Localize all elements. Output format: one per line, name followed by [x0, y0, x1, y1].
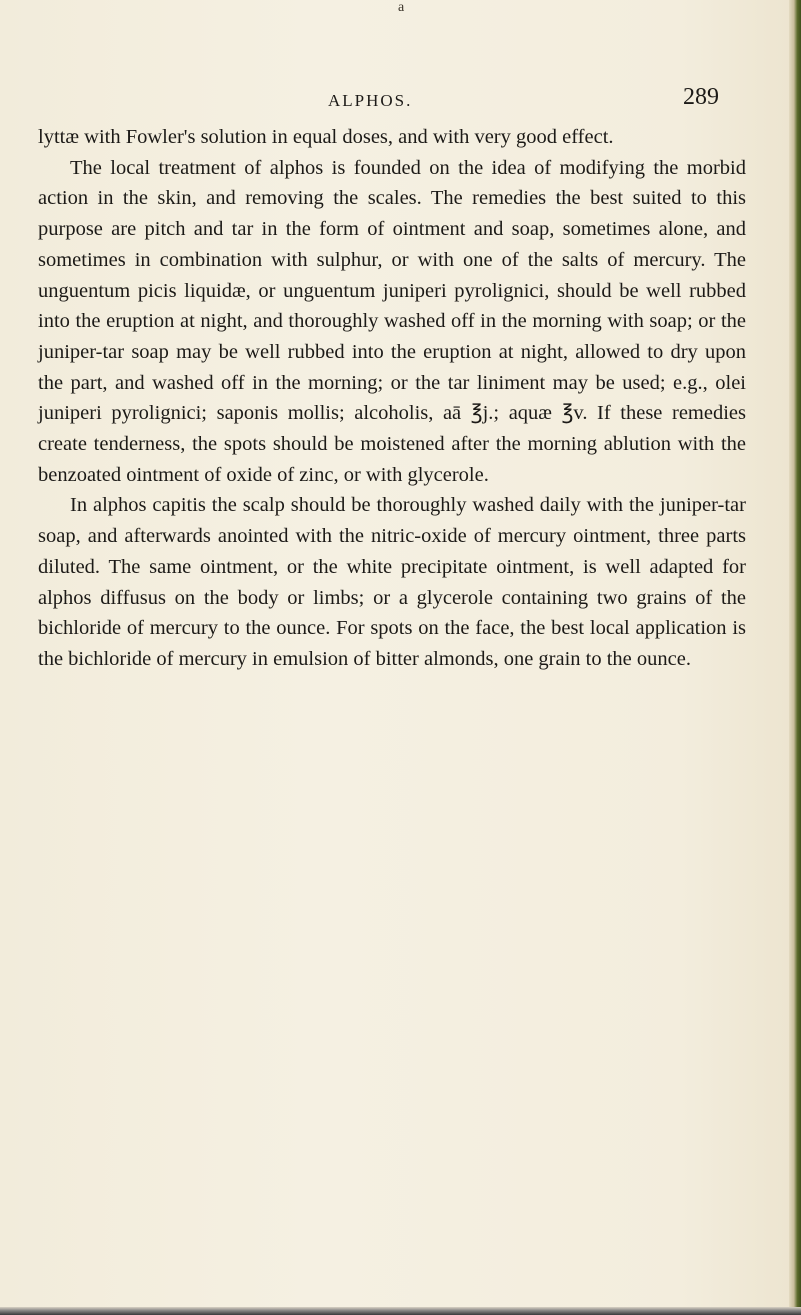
running-head — [0, 84, 801, 116]
page-edge-right — [789, 0, 801, 1315]
page-edge-bottom — [0, 1307, 801, 1315]
paragraph-alphos-capitis: In alphos capitis the scalp should be thoroughly washed daily with the juniper-tar soap, and afterwards anointed with the nitric-oxide of mercury ointment, three parts diluted. The same ointment, or the white precipitate ointment, is well adapted for alphos diffusus on the body or limbs; or a glycerole containing two grains of the bichloride of mercury to the ounce. For spots on the face, the best local application is the bichloride of mercury in emulsion of bitter almonds, one grain to the ounce. — [38, 494, 746, 670]
body-text — [38, 122, 746, 675]
running-title: ALPHOS. — [328, 91, 413, 110]
paragraph-local-treatment: The local treatment of alphos is founded on the idea of modifying the morbid action in the skin, and removing the scales. The remedies the best suited to this purpose are pitch and tar in the form of ointment and soap, sometimes alone, and sometimes in combination with sulphur, or with one of the salts of mercury. The unguentum picis liquidæ, or unguentum juniperi pyrolignici, should be well rubbed into the eruption at night, and thoroughly washed off in the morning with soap; or the juniper-tar soap may be well rubbed into the eruption at night, allowed to dry upon the part, and washed off in the morning; or the tar liniment may be used; e.g., olei juniperi pyrolignici; saponis mollis; alcoholis, aā ℥j.; aquæ ℥v. If these remedies create tenderness, the spots should be moistened after the morning ablution with the benzoated ointment of oxide of zinc, or with glycerole. — [38, 156, 746, 486]
top-mark: a — [398, 0, 405, 15]
paragraph-continuation: lyttæ with Fowler's solution in equal doses, and with very good effect. — [38, 126, 614, 148]
page-number: 289 — [683, 84, 719, 110]
